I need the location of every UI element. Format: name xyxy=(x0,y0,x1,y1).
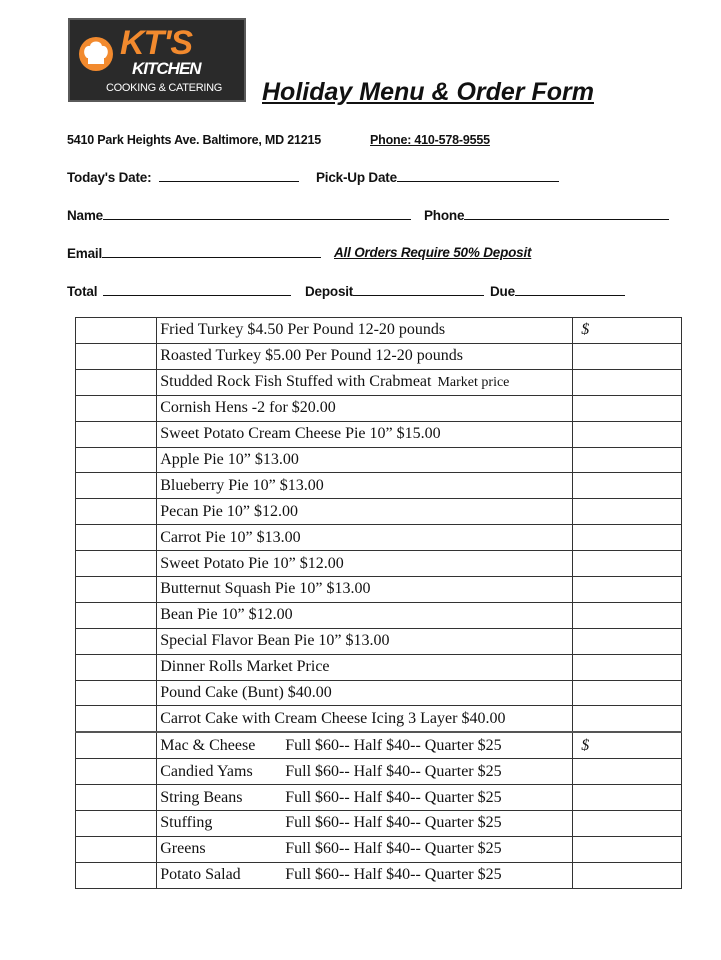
menu-item-text: Cornish Hens -2 for $20.00 xyxy=(160,399,336,417)
chef-hat-icon xyxy=(78,34,114,74)
side-name: Candied Yams xyxy=(160,762,253,780)
pickup-date-line[interactable] xyxy=(397,169,559,182)
menu-item-text: Carrot Cake with Cream Cheese Icing 3 Layer $40.00 xyxy=(160,709,506,727)
menu-item-cell xyxy=(157,318,573,344)
menu-row xyxy=(76,318,682,344)
menu-item-text: Fried Turkey $4.50 Per Pound 12-20 pounds xyxy=(160,321,446,339)
name-line[interactable] xyxy=(103,207,411,220)
quantity-cell[interactable] xyxy=(76,473,157,499)
side-name: String Beans xyxy=(160,788,243,806)
quantity-cell[interactable] xyxy=(76,785,157,811)
price-cell[interactable] xyxy=(573,343,682,369)
total-line[interactable] xyxy=(103,283,291,296)
price-cell[interactable] xyxy=(573,654,682,680)
quantity-cell[interactable] xyxy=(76,447,157,473)
side-item-cell xyxy=(157,759,573,785)
form-title: Holiday Menu & Order Form xyxy=(262,78,594,106)
menu-item-cell xyxy=(157,421,573,447)
price-cell[interactable] xyxy=(573,473,682,499)
deposit-label: Deposit xyxy=(305,284,354,299)
menu-row xyxy=(76,343,682,369)
menu-row xyxy=(76,369,682,395)
quantity-cell[interactable] xyxy=(76,525,157,551)
menu-item-text: Bean Pie 10” $12.00 xyxy=(160,606,293,624)
deposit-line[interactable] xyxy=(353,283,484,296)
side-item-cell xyxy=(157,811,573,837)
address: 5410 Park Heights Ave. Baltimore, MD 21215 xyxy=(67,133,321,147)
price-cell[interactable] xyxy=(573,732,682,758)
quantity-cell[interactable] xyxy=(76,759,157,785)
side-row xyxy=(76,862,682,888)
menu-row xyxy=(76,395,682,421)
menu-item-cell xyxy=(157,680,573,706)
email-line[interactable] xyxy=(102,245,321,258)
quantity-cell[interactable] xyxy=(76,654,157,680)
menu-item-text: Roasted Turkey $5.00 Per Pound 12-20 pounds xyxy=(160,347,463,365)
email-label: Email xyxy=(67,246,103,261)
price-cell[interactable] xyxy=(573,447,682,473)
quantity-cell[interactable] xyxy=(76,862,157,888)
menu-item-text: Pecan Pie 10” $12.00 xyxy=(160,502,298,520)
menu-item-text: Butternut Squash Pie 10” $13.00 xyxy=(160,580,371,598)
price-cell[interactable] xyxy=(573,759,682,785)
price-cell[interactable] xyxy=(573,395,682,421)
side-prices: Full $60-- Half $40-- Quarter $25 xyxy=(285,788,502,806)
menu-item-text: Special Flavor Bean Pie 10” $13.00 xyxy=(160,632,390,650)
due-label: Due xyxy=(490,284,515,299)
price-cell[interactable] xyxy=(573,577,682,603)
todays-date-label: Today's Date: xyxy=(67,170,152,185)
side-row xyxy=(76,732,682,758)
menu-item-cell xyxy=(157,654,573,680)
menu-item-cell xyxy=(157,628,573,654)
menu-row xyxy=(76,499,682,525)
menu-item-cell xyxy=(157,343,573,369)
price-cell[interactable] xyxy=(573,785,682,811)
price-cell[interactable] xyxy=(573,421,682,447)
menu-item-text: Apple Pie 10” $13.00 xyxy=(160,451,299,468)
price-cell[interactable] xyxy=(573,811,682,837)
email-field[interactable] xyxy=(67,245,321,261)
menu-item-text: Carrot Pie 10” $13.00 xyxy=(160,528,301,546)
menu-item-cell xyxy=(157,577,573,603)
side-prices: Full $60-- Half $40-- Quarter $25 xyxy=(285,736,502,754)
menu-item-cell xyxy=(157,551,573,577)
logo-sub: KITCHEN xyxy=(132,59,201,78)
side-prices: Full $60-- Half $40-- Quarter $25 xyxy=(285,814,502,832)
side-item-cell xyxy=(157,732,573,758)
price-mark: $ xyxy=(581,736,590,754)
menu-item-text: Dinner Rolls Market Price xyxy=(160,658,330,676)
quantity-cell[interactable] xyxy=(76,343,157,369)
total-field[interactable] xyxy=(67,283,291,299)
price-cell[interactable] xyxy=(573,836,682,862)
quantity-cell[interactable] xyxy=(76,602,157,628)
side-name: Potato Salad xyxy=(160,866,241,884)
side-item-cell xyxy=(157,862,573,888)
menu-item-cell xyxy=(157,473,573,499)
deposit-note xyxy=(334,245,531,260)
menu-item-cell xyxy=(157,447,573,473)
menu-row xyxy=(76,706,682,732)
menu-row xyxy=(76,680,682,706)
menu-row xyxy=(76,654,682,680)
phone-field[interactable] xyxy=(424,207,669,223)
menu-item-cell xyxy=(157,706,573,732)
price-cell[interactable] xyxy=(573,499,682,525)
menu-table xyxy=(75,317,682,889)
menu-row xyxy=(76,447,682,473)
business-phone: Phone: 410-578-9555 xyxy=(370,133,490,147)
price-cell[interactable] xyxy=(573,862,682,888)
menu-item-text: Studded Rock Fish Stuffed with Crabmeat xyxy=(160,372,432,390)
pickup-date-field[interactable] xyxy=(316,169,559,185)
todays-date-field[interactable] xyxy=(67,169,299,185)
side-item-cell xyxy=(157,785,573,811)
menu-row xyxy=(76,577,682,603)
menu-item-cell xyxy=(157,525,573,551)
side-row xyxy=(76,811,682,837)
menu-row xyxy=(76,473,682,499)
side-name: Mac & Cheese xyxy=(160,736,256,754)
todays-date-line[interactable] xyxy=(159,169,299,182)
menu-item-cell xyxy=(157,602,573,628)
price-cell[interactable] xyxy=(573,602,682,628)
pickup-date-label: Pick-Up Date xyxy=(316,170,397,185)
due-field[interactable] xyxy=(490,283,625,299)
quantity-cell[interactable] xyxy=(76,499,157,525)
side-row xyxy=(76,785,682,811)
quantity-cell[interactable] xyxy=(76,811,157,837)
menu-row xyxy=(76,421,682,447)
quantity-cell[interactable] xyxy=(76,628,157,654)
menu-item-cell xyxy=(157,369,573,395)
price-cell[interactable] xyxy=(573,525,682,551)
menu-row xyxy=(76,628,682,654)
side-prices: Full $60-- Half $40-- Quarter $25 xyxy=(285,840,502,858)
logo-tagline: COOKING & CATERING xyxy=(106,82,223,94)
side-row xyxy=(76,836,682,862)
quantity-cell[interactable] xyxy=(76,680,157,706)
price-mark: $ xyxy=(581,321,590,339)
name-field[interactable] xyxy=(67,207,411,223)
menu-item-text: Sweet Potato Pie 10” $12.00 xyxy=(160,554,344,572)
side-prices: Full $60-- Half $40-- Quarter $25 xyxy=(285,762,502,780)
due-line[interactable] xyxy=(515,283,625,296)
name-label: Name xyxy=(67,208,103,223)
quantity-cell[interactable] xyxy=(76,706,157,732)
side-name: Stuffing xyxy=(160,814,213,832)
menu-item-cell xyxy=(157,499,573,525)
menu-item-cell xyxy=(157,395,573,421)
logo-brand: KT'S xyxy=(120,24,193,62)
menu-item-text: Sweet Potato Cream Cheese Pie 10” $15.00 xyxy=(160,425,441,443)
quantity-cell[interactable] xyxy=(76,369,157,395)
quantity-cell[interactable] xyxy=(76,395,157,421)
quantity-cell[interactable] xyxy=(76,421,157,447)
price-cell[interactable] xyxy=(573,706,682,732)
total-label: Total xyxy=(67,284,98,299)
menu-item-note: Market price xyxy=(437,374,510,390)
menu-row xyxy=(76,602,682,628)
price-cell[interactable] xyxy=(573,551,682,577)
menu-row xyxy=(76,551,682,577)
deposit-field[interactable] xyxy=(305,283,484,299)
side-row xyxy=(76,759,682,785)
quantity-cell[interactable] xyxy=(76,577,157,603)
deposit-note-text: All Orders Require 50% Deposit xyxy=(334,245,532,260)
price-cell[interactable] xyxy=(573,680,682,706)
price-cell[interactable] xyxy=(573,318,682,344)
price-cell[interactable] xyxy=(573,369,682,395)
price-cell[interactable] xyxy=(573,628,682,654)
phone-label: Phone xyxy=(424,208,465,223)
side-item-cell xyxy=(157,836,573,862)
phone-line[interactable] xyxy=(464,207,669,220)
menu-row xyxy=(76,525,682,551)
menu-item-text: Blueberry Pie 10” $13.00 xyxy=(160,476,324,494)
menu-item-text: Pound Cake (Bunt) $40.00 xyxy=(160,684,332,702)
quantity-cell[interactable] xyxy=(76,551,157,577)
logo xyxy=(68,18,246,102)
side-prices: Full $60-- Half $40-- Quarter $25 xyxy=(285,866,502,884)
quantity-cell[interactable] xyxy=(76,318,157,344)
side-name: Greens xyxy=(160,840,206,858)
quantity-cell[interactable] xyxy=(76,732,157,758)
quantity-cell[interactable] xyxy=(76,836,157,862)
